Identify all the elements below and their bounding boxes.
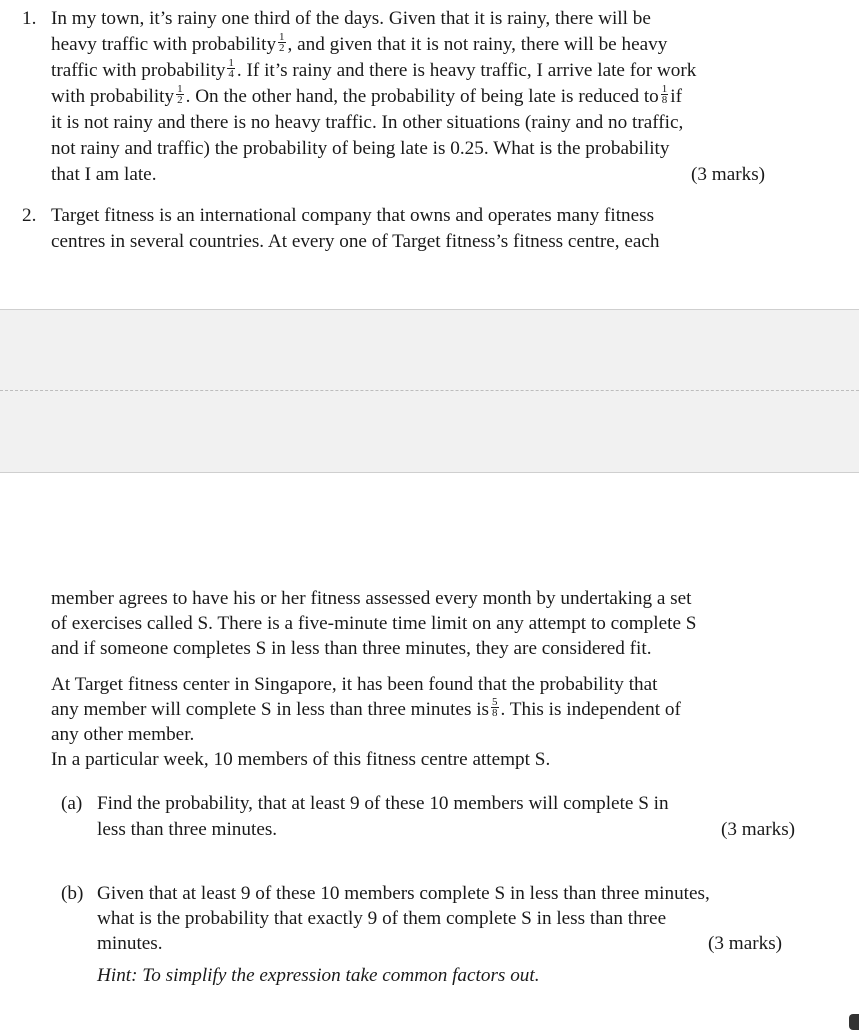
q1-text: with probability (51, 86, 175, 107)
part-b-marks: (3 marks) (708, 933, 783, 954)
part-b-line-1: Given that at least 9 of these 10 members complete S in less than three minutes, (97, 883, 710, 904)
q1-line-5: it is not rainy and there is no heavy traffic. In other situations (rainy and no traffic, (51, 112, 684, 133)
page-break-band (0, 309, 859, 473)
page-break-dashed-line (0, 390, 859, 391)
q1-line-3 (51, 57, 697, 82)
q1-text: . If it’s rainy and there is heavy traffic, I arrive late for work (236, 60, 697, 81)
q2-cont-line-1: member agrees to have his or her fitness assessed every month by undertaking a set (51, 588, 692, 609)
part-a-line-2: less than three minutes. (97, 819, 278, 840)
part-b-hint: Hint: To simplify the expression take common factors out. (97, 965, 540, 986)
fraction-one-half: $\frac{1}{2}$ (279, 31, 285, 55)
part-a-line-1: Find the probability, that at least 9 of these 10 members will complete S in (97, 793, 669, 814)
q1-line-7: that I am late. (51, 164, 157, 185)
q2-cont-line-2: of exercises called S. There is a five-minute time limit on any attempt to complete S (51, 613, 697, 634)
part-a-label: (a) (61, 793, 83, 814)
fraction-one-eighth: $\frac{1}{8}$ (661, 83, 668, 107)
q2-intro-line-1: Target fitness is an international company that owns and operates many fitness (51, 205, 655, 226)
q1-line-6: not rainy and traffic) the probability of being late is 0.25. What is the probability (51, 138, 670, 159)
q2-para-line-2 (51, 696, 681, 721)
q1-text: if (670, 86, 683, 107)
q2-intro-line-2: centres in several countries. At every one of Target fitness’s fitness centre, each (51, 231, 660, 252)
question-2-number: 2. (22, 205, 37, 226)
part-b-line-2: what is the probability that exactly 9 of them complete S in less than three (97, 908, 667, 929)
q1-text: . On the other hand, the probability of being late is reduced to (185, 86, 659, 107)
q1-text: traffic with probability (51, 60, 226, 81)
q2-text: any member will complete S in less than three minutes is (51, 699, 490, 720)
part-b-line-3: minutes. (97, 933, 163, 954)
q2-text: . This is independent of (500, 699, 681, 720)
q1-line-4 (51, 83, 683, 108)
question-1-number: 1. (22, 8, 37, 29)
q1-text: , and given that it is not rainy, there will be heavy (287, 34, 668, 55)
q2-para-line-4: In a particular week, 10 members of this fitness centre attempt S. (51, 749, 551, 770)
fraction-one-half: $\frac{1}{2}$ (177, 83, 183, 107)
corner-scroll-indicator (849, 1014, 859, 1030)
fraction-one-quarter: $\frac{1}{4}$ (228, 57, 234, 81)
part-b-label: (b) (61, 883, 84, 904)
q2-cont-line-3: and if someone completes S in less than three minutes, they are considered fit. (51, 638, 652, 659)
fraction-five-eighths: $\frac{5}{8}$ (492, 696, 498, 720)
q2-para-line-1: At Target fitness center in Singapore, it has been found that the probability that (51, 674, 658, 695)
q1-marks: (3 marks) (691, 164, 766, 185)
q1-line-1: In my town, it’s rainy one third of the days. Given that it is rainy, there will be (51, 8, 651, 29)
q1-text: heavy traffic with probability (51, 34, 277, 55)
part-a-marks: (3 marks) (721, 819, 796, 840)
q1-line-2 (51, 31, 668, 56)
q2-para-line-3: any other member. (51, 724, 195, 745)
